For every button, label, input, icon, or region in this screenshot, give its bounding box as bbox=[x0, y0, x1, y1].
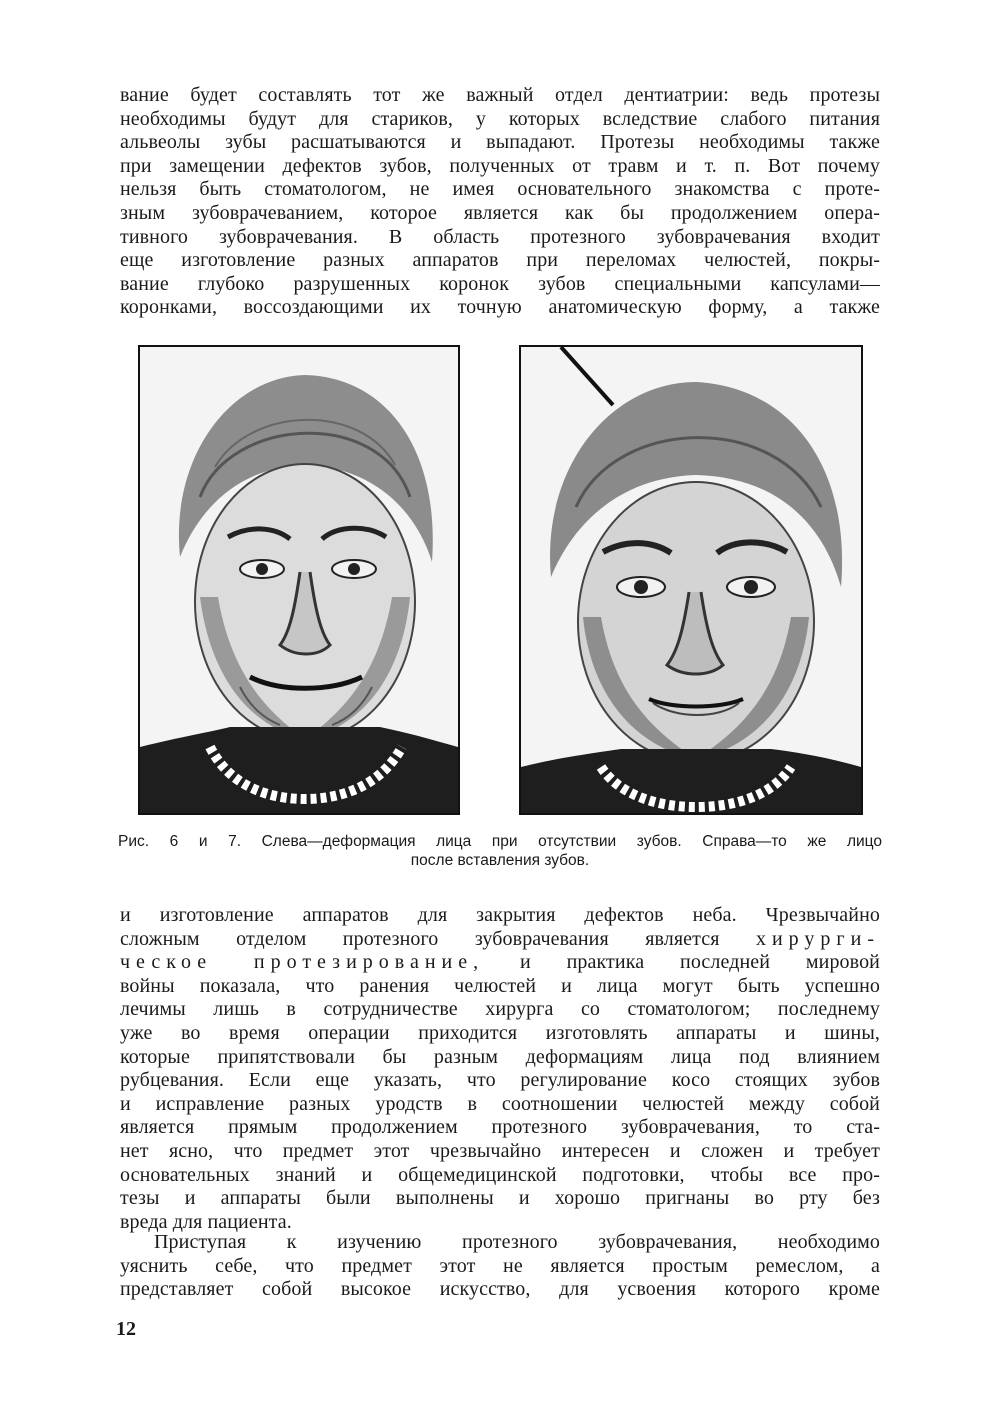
text-line: и изготовление аппаратов для закрытия дефектов неба. Чрезвычайно bbox=[120, 904, 880, 926]
text-line: вание глубоко разрушенных коронок зубов специальными капсулами— bbox=[120, 272, 880, 295]
text-line: вреда для пациента. bbox=[120, 1210, 292, 1233]
text-line: основательных знаний и общемедицинской подготовки, чтобы все про- bbox=[120, 1163, 880, 1186]
text-line: при замещении дефектов зубов, полученных от травм и т. п. Вот почему bbox=[120, 154, 880, 177]
caption-line-2: после вставления зубов. bbox=[410, 852, 590, 869]
text-line: Приступая к изучению протезного зубоврачевания, необходимо bbox=[154, 1231, 880, 1253]
text-line: еще изготовление разных аппаратов при переломах челюстей, покры- bbox=[120, 249, 880, 272]
text-line: которые припятствовали бы разным деформациям лица под влиянием bbox=[120, 1045, 880, 1068]
text-line: нельзя быть стоматологом, не имея основательного знакомства с проте- bbox=[120, 178, 880, 201]
text-line: вание будет составлять тот же важный отдел дентиатрии: ведь протезы bbox=[120, 84, 880, 106]
portrait-illustration-left bbox=[140, 347, 458, 813]
page-number: 12 bbox=[116, 1318, 136, 1340]
text-line: войны показала, что ранения челюстей и лица могут быть успешно bbox=[120, 974, 880, 997]
text-line: лечимы лишь в сотрудничестве хирурга со стоматологом; последнему bbox=[120, 998, 880, 1021]
spaced-term: хирурги- bbox=[755, 927, 880, 950]
text-line: является прямым продолжением протезного зубоврачевания, то ста- bbox=[120, 1116, 880, 1139]
text-line: коронками, воссоздающими их точную анатомическую форму, а также bbox=[120, 296, 880, 319]
main-paragraph bbox=[120, 904, 880, 1234]
spaced-term: ческое протезирование, bbox=[120, 951, 485, 974]
text-line: представляет собой высокое искусство, для усвоения которого кроме bbox=[120, 1278, 880, 1301]
caption-line-1: Рис. 6 и 7. Слева—деформация лица при отсутствии зубов. Справа—то же лицо bbox=[118, 833, 882, 850]
text-line: рубцевания. Если еще указать, что регулирование косо стоящих зубов bbox=[120, 1069, 880, 1092]
text-line: уже во время операции приходится изготовлять аппараты и шины, bbox=[120, 1021, 880, 1044]
closing-paragraph bbox=[120, 1231, 880, 1302]
figure-face-without-teeth bbox=[138, 345, 460, 815]
figure-face-with-dentures bbox=[519, 345, 863, 815]
text-line: нет ясно, что предмет этот чрезвычайно интересен и сложен и требует bbox=[120, 1139, 880, 1162]
text-line: тезы и аппараты были выполнены и хорошо пригнаны во рту без bbox=[120, 1187, 880, 1210]
text-fragment: и практика последней мировой bbox=[519, 951, 880, 974]
portrait-illustration-right bbox=[521, 347, 861, 813]
text-line bbox=[120, 951, 880, 975]
text-line: уяснить себе, что предмет этот не является простым ремеслом, а bbox=[120, 1254, 880, 1277]
text-line: необходимы будут для стариков, у которых вследствие слабого питания bbox=[120, 107, 880, 130]
text-line: тивного зубоврачевания. В область протезного зубоврачевания входит bbox=[120, 225, 880, 248]
text-line bbox=[120, 928, 880, 952]
text-fragment: сложным отделом протезного зубоврачевания является bbox=[120, 927, 720, 950]
top-paragraph bbox=[120, 84, 880, 320]
text-line: зным зубоврачеванием, которое является как бы продолжением опера- bbox=[120, 201, 880, 224]
text-line: и исправление разных уродств в соотношении челюстей между собой bbox=[120, 1092, 880, 1115]
figure-caption bbox=[118, 832, 882, 870]
text-line: альвеолы зубы расшатываются и выпадают. Протезы необходимы также bbox=[120, 131, 880, 154]
